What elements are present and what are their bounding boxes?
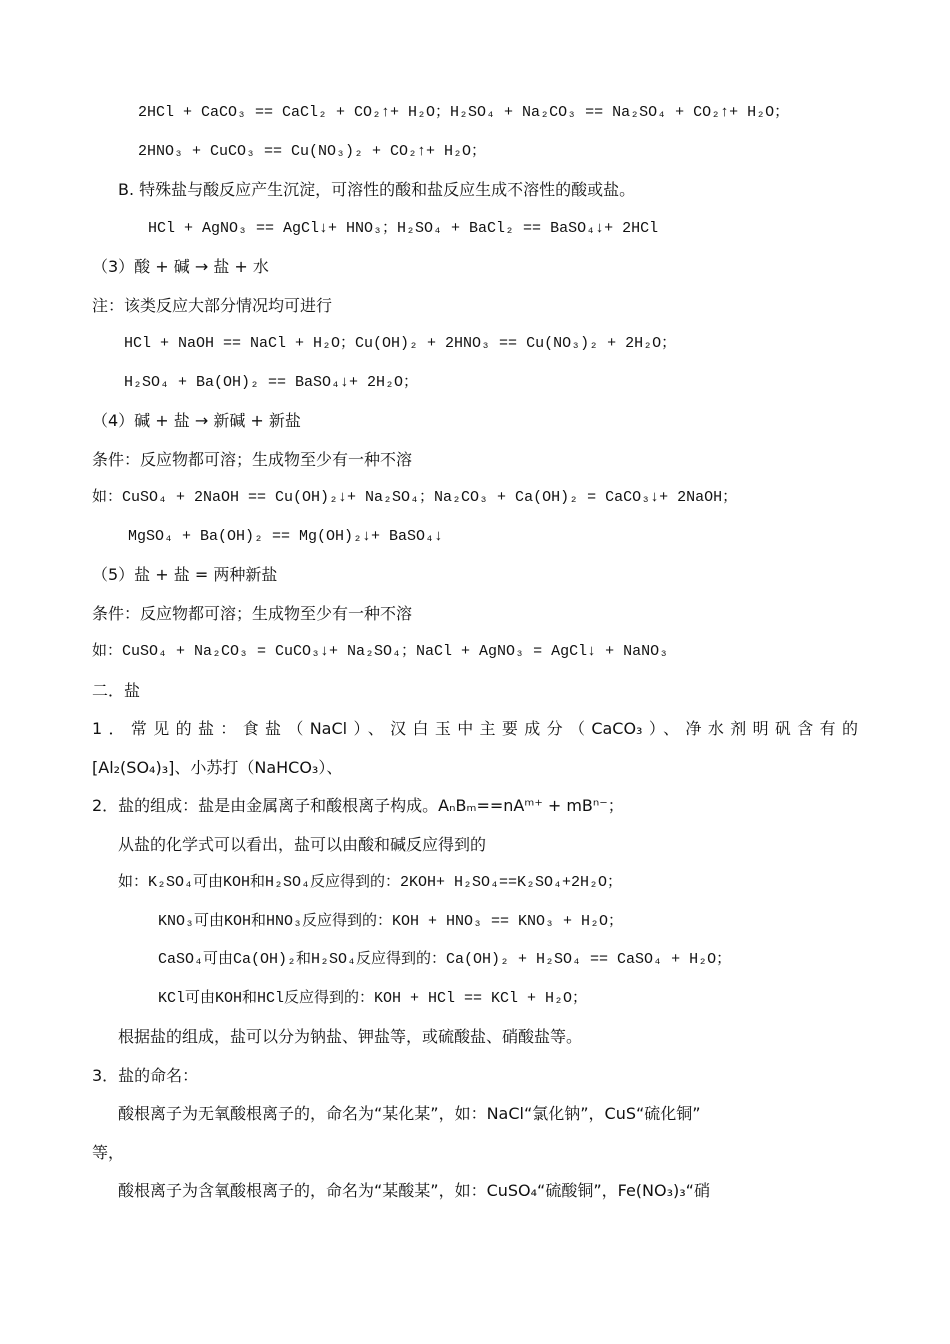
- equation-line: HCl + AgNO₃ == AgCl↓+ HNO₃；H₂SO₄ + BaCl₂ == BaSO₄↓+ 2HCl: [148, 220, 659, 237]
- paragraph-line: B. 特殊盐与酸反应产生沉淀，可溶性的酸和盐反应生成不溶性的酸或盐。: [118, 180, 636, 199]
- paragraph-line: 酸根离子为含氧酸根离子的，命名为“某酸某”，如：CuSO₄“硫酸铜”，Fe(NO₃)₃“硝: [118, 1181, 710, 1200]
- example-line: 如：CuSO₄ + Na₂CO₃ = CuCO₃↓+ Na₂SO₄；NaCl + AgNO₃ = AgCl↓ + NaNO₃: [92, 643, 669, 660]
- example-line: 如：K₂SO₄可由KOH和H₂SO₄反应得到的：2KOH+ H₂SO₄==K₂SO₄+2H₂O；: [118, 874, 623, 891]
- section-heading: 二．盐: [92, 681, 141, 700]
- equation-line: 2HCl + CaCO₃ == CaCl₂ + CO₂↑+ H₂O；H₂SO₄ + Na₂CO₃ == Na₂SO₄ + CO₂↑+ H₂O；: [138, 104, 790, 121]
- section-heading: 3．盐的命名：: [92, 1066, 199, 1085]
- example-line: KCl可由KOH和HCl反应得到的：KOH + HCl == KCl + H₂O；: [158, 990, 588, 1007]
- paragraph-line: 酸根离子为无氧酸根离子的，命名为“某化某”，如：NaCl“氯化钠”，CuS“硫化铜”: [118, 1104, 701, 1123]
- paragraph-line: 2．盐的组成：盐是由金属离子和酸根离子构成。AₙBₘ==nAᵐ⁺ + mBⁿ⁻；: [92, 796, 624, 815]
- equation-line: HCl + NaOH == NaCl + H₂O；Cu(OH)₂ + 2HNO₃ == Cu(NO₃)₂ + 2H₂O；: [124, 335, 677, 352]
- paragraph-line: 从盐的化学式可以看出，盐可以由酸和碱反应得到的: [118, 835, 487, 854]
- equation-line: 2HNO₃ + CuCO₃ == Cu(NO₃)₂ + CO₂↑+ H₂O；: [138, 143, 487, 160]
- paragraph-line: 等，: [92, 1143, 125, 1162]
- paragraph-line: 根据盐的组成，盐可以分为钠盐、钾盐等，或硫酸盐、硝酸盐等。: [118, 1027, 583, 1046]
- condition-line: 条件：反应物都可溶；生成物至少有一种不溶: [92, 604, 413, 623]
- condition-line: 条件：反应物都可溶；生成物至少有一种不溶: [92, 450, 413, 469]
- example-line: CaSO₄可由Ca(OH)₂和H₂SO₄反应得到的：Ca(OH)₂ + H₂SO₄ == CaSO₄ + H₂O；: [158, 951, 732, 968]
- section-heading: （5）盐 + 盐 = 两种新盐: [92, 565, 278, 584]
- example-line: 如：CuSO₄ + 2NaOH == Cu(OH)₂↓+ Na₂SO₄；Na₂CO₃ + Ca(OH)₂ = CaCO₃↓+ 2NaOH；: [92, 489, 738, 506]
- section-heading: （4）碱 + 盐 → 新碱 + 新盐: [92, 411, 301, 430]
- paragraph-line: 1．常见的盐：食盐（NaCl）、汉白玉中主要成分（CaCO₃）、净水剂明矾含有的: [92, 719, 858, 738]
- equation-line: MgSO₄ + Ba(OH)₂ == Mg(OH)₂↓+ BaSO₄↓: [128, 528, 444, 545]
- example-line: KNO₃可由KOH和HNO₃反应得到的：KOH + HNO₃ == KNO₃ + H₂O；: [158, 913, 624, 930]
- equation-line: H₂SO₄ + Ba(OH)₂ == BaSO₄↓+ 2H₂O；: [124, 374, 419, 391]
- paragraph-line: [Al₂(SO₄)₃]、小苏打（NaHCO₃）、: [92, 758, 343, 777]
- section-heading: （3）酸 + 碱 → 盐 + 水: [92, 257, 269, 276]
- note-line: 注：该类反应大部分情况均可进行: [92, 296, 333, 315]
